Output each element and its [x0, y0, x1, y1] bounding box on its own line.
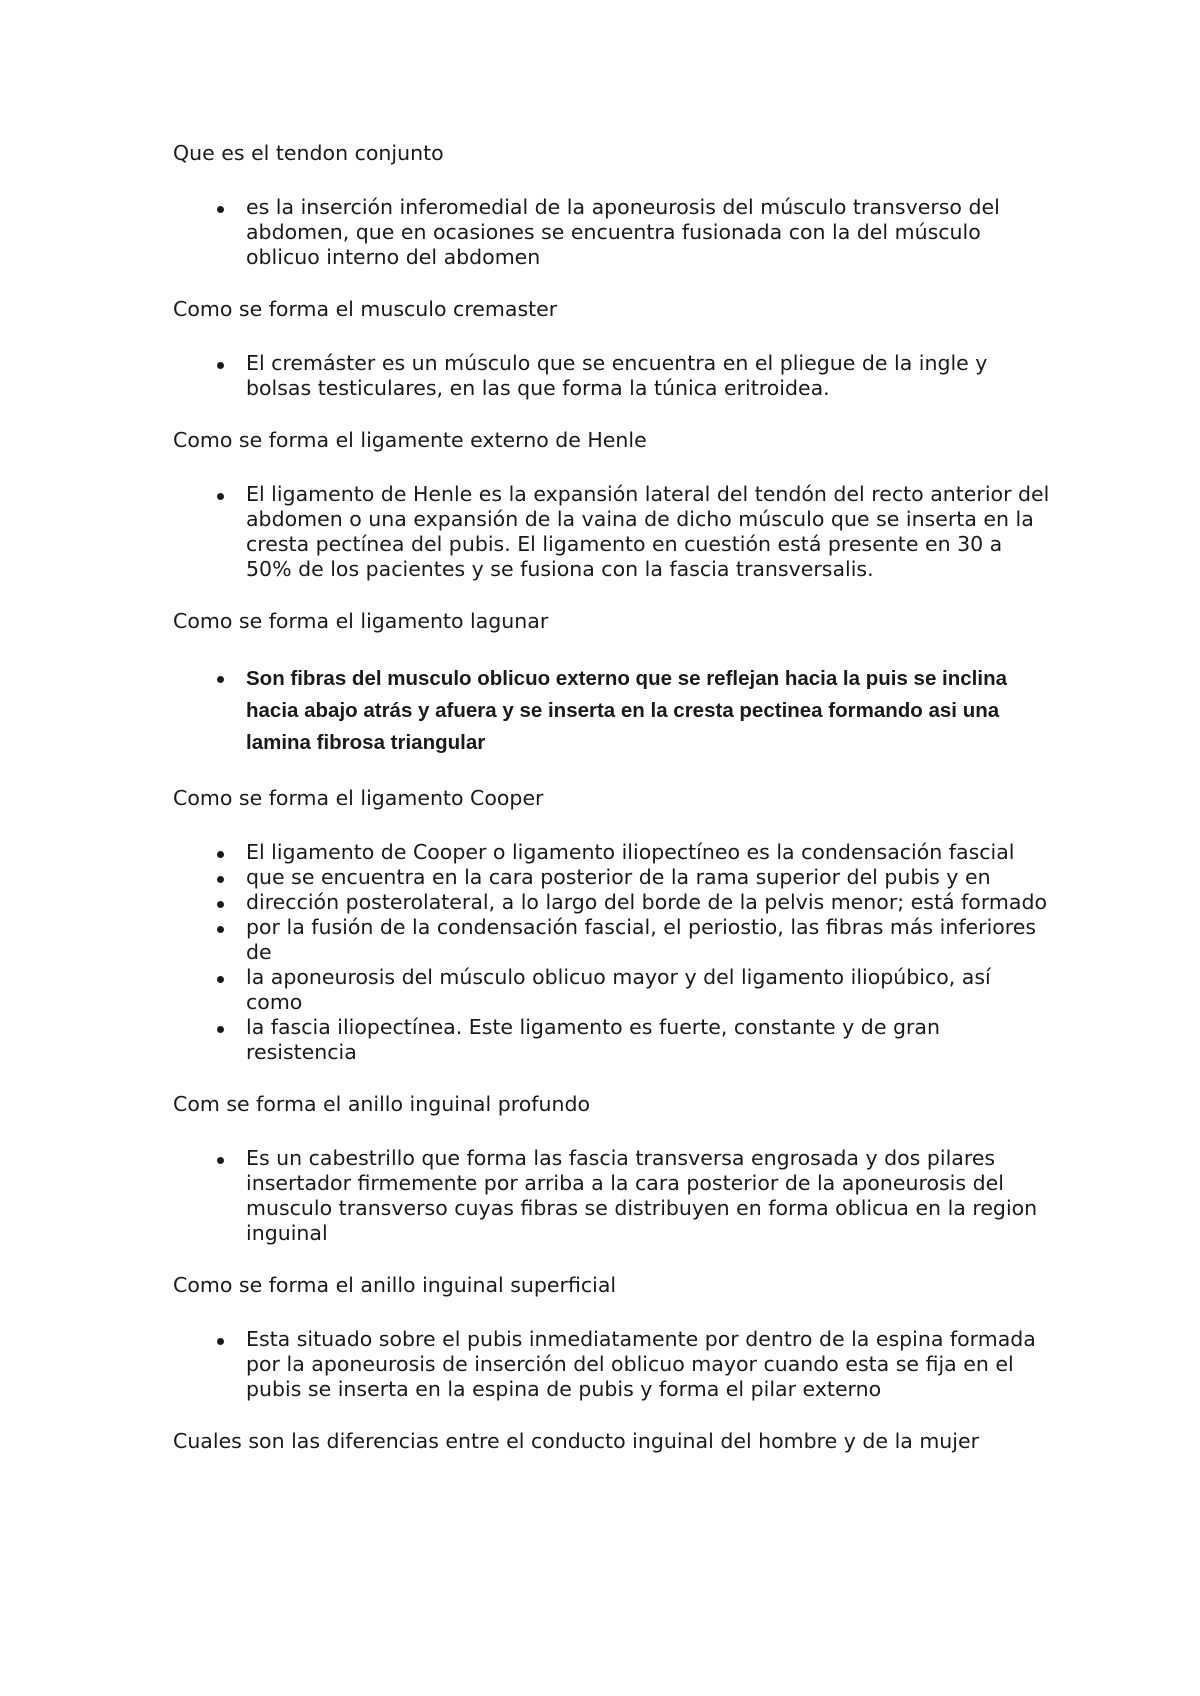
- answer-list: [173, 482, 1053, 582]
- bullet-icon: [217, 676, 224, 683]
- list-item: [173, 965, 1053, 1015]
- bullet-icon: [217, 851, 224, 858]
- list-item: [173, 1327, 1053, 1402]
- question-heading: Como se forma el ligamento Cooper: [173, 786, 544, 810]
- question-heading: Como se forma el ligamento lagunar: [173, 609, 549, 633]
- document-page: [173, 141, 1053, 1483]
- question-heading: Cuales son las diferencias entre el conducto inguinal del hombre y de la mujer: [173, 1429, 980, 1453]
- answer-list: [173, 1146, 1053, 1246]
- answer-text: Es un cabestrillo que forma las fascia transversa engrosada y dos pilares insertador firmemente por arriba a la cara posterior de la aponeurosis del musculo transverso cuyas fibras se distribuyen en forma oblicua en la region inguinal: [246, 1146, 1038, 1245]
- bullet-icon: [217, 493, 224, 500]
- answer-list: [173, 195, 1053, 270]
- question-heading: Como se forma el ligamente externo de Henle: [173, 428, 647, 452]
- answer-text: Son fibras del musculo oblicuo externo que se reflejan hacia la puis se inclina hacia abajo atrás y afuera y se inserta en la cresta pectinea formando asi una lamina fibrosa triangular: [246, 667, 1007, 754]
- question-heading: Com se forma el anillo inguinal profundo: [173, 1092, 590, 1116]
- list-item: [173, 1015, 1053, 1065]
- answer-text: la aponeurosis del músculo oblicuo mayor y del ligamento iliopúbico, así como: [246, 965, 991, 1014]
- bullet-icon: [217, 1338, 224, 1345]
- question-heading: Como se forma el anillo inguinal superficial: [173, 1273, 617, 1297]
- list-item: [173, 482, 1053, 582]
- answer-text: El cremáster es un músculo que se encuentra en el pliegue de la ingle y bolsas testiculares, en las que forma la túnica eritroidea.: [246, 351, 988, 400]
- bullet-icon: [217, 206, 224, 213]
- question-heading: Como se forma el musculo cremaster: [173, 297, 558, 321]
- answer-text: la fascia iliopectínea. Este ligamento es fuerte, constante y de gran resistencia: [246, 1015, 940, 1064]
- answer-list: [173, 663, 1053, 759]
- answer-text: El ligamento de Henle es la expansión lateral del tendón del recto anterior del abdomen o una expansión de la vaina de dicho músculo que se inserta en la cresta pectínea del pubis. El ligamento en cuestión está presente en 30 a 50% de los pacientes y se fusiona con la fascia transversalis.: [246, 482, 1050, 581]
- question-heading: Que es el tendon conjunto: [173, 141, 444, 165]
- answer-list: [173, 840, 1053, 1065]
- answer-text: El ligamento de Cooper o ligamento iliopectíneo es la condensación fascial: [246, 840, 1015, 864]
- list-item: [173, 890, 1053, 915]
- answer-text: por la fusión de la condensación fascial, el periostio, las fibras más inferiores de: [246, 915, 1037, 964]
- bullet-icon: [217, 362, 224, 369]
- bullet-icon: [217, 1026, 224, 1033]
- bullet-icon: [217, 926, 224, 933]
- bullet-icon: [217, 876, 224, 883]
- answer-text: dirección posterolateral, a lo largo del borde de la pelvis menor; está formado: [246, 890, 1048, 914]
- bullet-icon: [217, 976, 224, 983]
- list-item: [173, 865, 1053, 890]
- answer-text: que se encuentra en la cara posterior de la rama superior del pubis y en: [246, 865, 991, 889]
- list-item: [173, 663, 1053, 759]
- answer-list: [173, 1327, 1053, 1402]
- list-item: [173, 351, 1053, 401]
- bullet-icon: [217, 1157, 224, 1164]
- bullet-icon: [217, 901, 224, 908]
- answer-list: [173, 351, 1053, 401]
- list-item: [173, 915, 1053, 965]
- list-item: [173, 840, 1053, 865]
- answer-text: Esta situado sobre el pubis inmediatamente por dentro de la espina formada por la aponeurosis de inserción del oblicuo mayor cuando esta se fija en el pubis se inserta en la espina de pubis y forma el pilar externo: [246, 1327, 1036, 1401]
- list-item: [173, 195, 1053, 270]
- answer-text: es la inserción inferomedial de la aponeurosis del músculo transverso del abdomen, que en ocasiones se encuentra fusionada con la del músculo oblicuo interno del abdomen: [246, 195, 1000, 269]
- list-item: [173, 1146, 1053, 1246]
